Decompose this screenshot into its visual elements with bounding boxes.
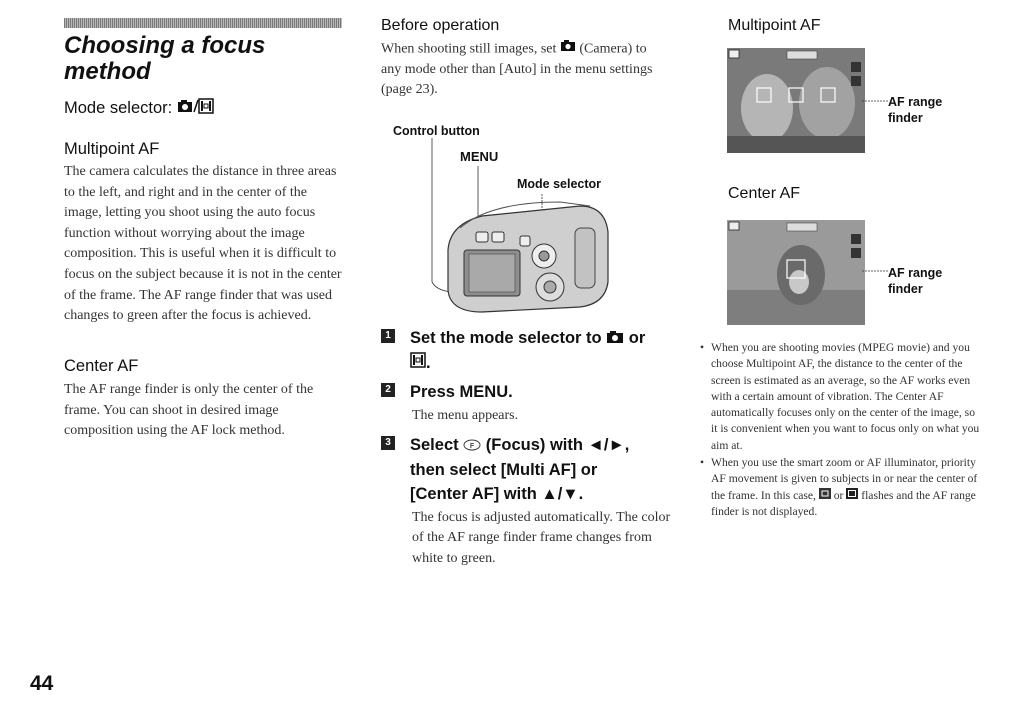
step-number: 1 [381, 329, 395, 343]
center-af-photo [727, 220, 865, 325]
note-item: • When you use the smart zoom or AF illuminator, priority AF movement is given to subjects in or near the center of the frame. In this case, or flashes and the AF range finder is not displayed. [700, 455, 980, 520]
mode-selector-callout: Mode selector [517, 177, 602, 191]
af-range-finder-leader-2 [862, 266, 890, 276]
focus-icon [463, 434, 481, 458]
control-button-callout: Control button [393, 124, 480, 138]
multipoint-af-photo [727, 48, 865, 153]
multipoint-af-heading: Multipoint AF [64, 140, 160, 158]
camera-and-movie-icon [177, 98, 215, 119]
step-title: Select F (Focus) with ◄/►, then select [Multi AF] or [Center AF] with ▲/▼. [410, 433, 681, 506]
step-number: 2 [381, 383, 395, 397]
multipoint-af-right-heading: Multipoint AF [728, 17, 821, 34]
svg-text:F: F [470, 442, 475, 450]
af-range-finder-leader-1 [862, 96, 890, 106]
movie-icon [410, 351, 426, 375]
center-af-heading: Center AF [64, 357, 139, 375]
step-title: Press MENU. [410, 383, 513, 401]
page-title: Choosing a focus method [64, 32, 266, 85]
af-frame-icon [846, 488, 858, 504]
multipoint-af-text: The camera calculates the distance in three areas to the left, and right and in the center of the image, letting you shoot using the auto focus function without worrying about the image composition. This is useful when it is difficult to focus on the subject because it is not in the center of the frame. The AF range finder that was used changes to green after the focus is achieved. [64, 164, 342, 324]
camera-icon [606, 327, 624, 351]
af-range-finder-label-2: AF range finder [888, 266, 943, 296]
center-af-text: The AF range finder is only the center of the frame. You can shoot in desired image composition using the AF lock method. [64, 382, 314, 439]
af-range-finder-label-1: AF range finder [888, 95, 943, 125]
center-af-right-heading: Center AF [728, 185, 801, 202]
notes-list [700, 340, 980, 521]
page-number: 44 [30, 672, 54, 695]
step-title: Set the mode selector to or . [410, 326, 681, 375]
step-number: 3 [381, 436, 395, 450]
camera-illustration [420, 132, 620, 322]
step-1 [381, 326, 681, 375]
step-3 [381, 433, 681, 569]
step-2 [381, 380, 681, 427]
note-item: • When you are shooting movies (MPEG movie) and you choose Multipoint AF, the distance to the center of the screen is estimated as an average, so the AF works even with a certain amount of vibration. The Center AF automatically focuses only on the center of the image, so it is convenient when you want to focus only on what you aim at. [700, 340, 980, 454]
title-decoration-bar [64, 18, 342, 28]
step-description: The focus is adjusted automatically. The color of the AF range finder frame changes from white to green. [412, 509, 671, 566]
step-description: The menu appears. [412, 408, 519, 423]
menu-callout: MENU [460, 149, 499, 164]
camera-icon [560, 39, 576, 60]
before-operation-heading: Before operation [381, 17, 500, 34]
before-operation-text: When shooting still images, set (Camera) to any mode other than [Auto] in the menu settings (page 23). [381, 39, 666, 101]
af-illuminator-icon [819, 488, 831, 504]
mode-selector-heading: Mode selector: [64, 98, 215, 119]
